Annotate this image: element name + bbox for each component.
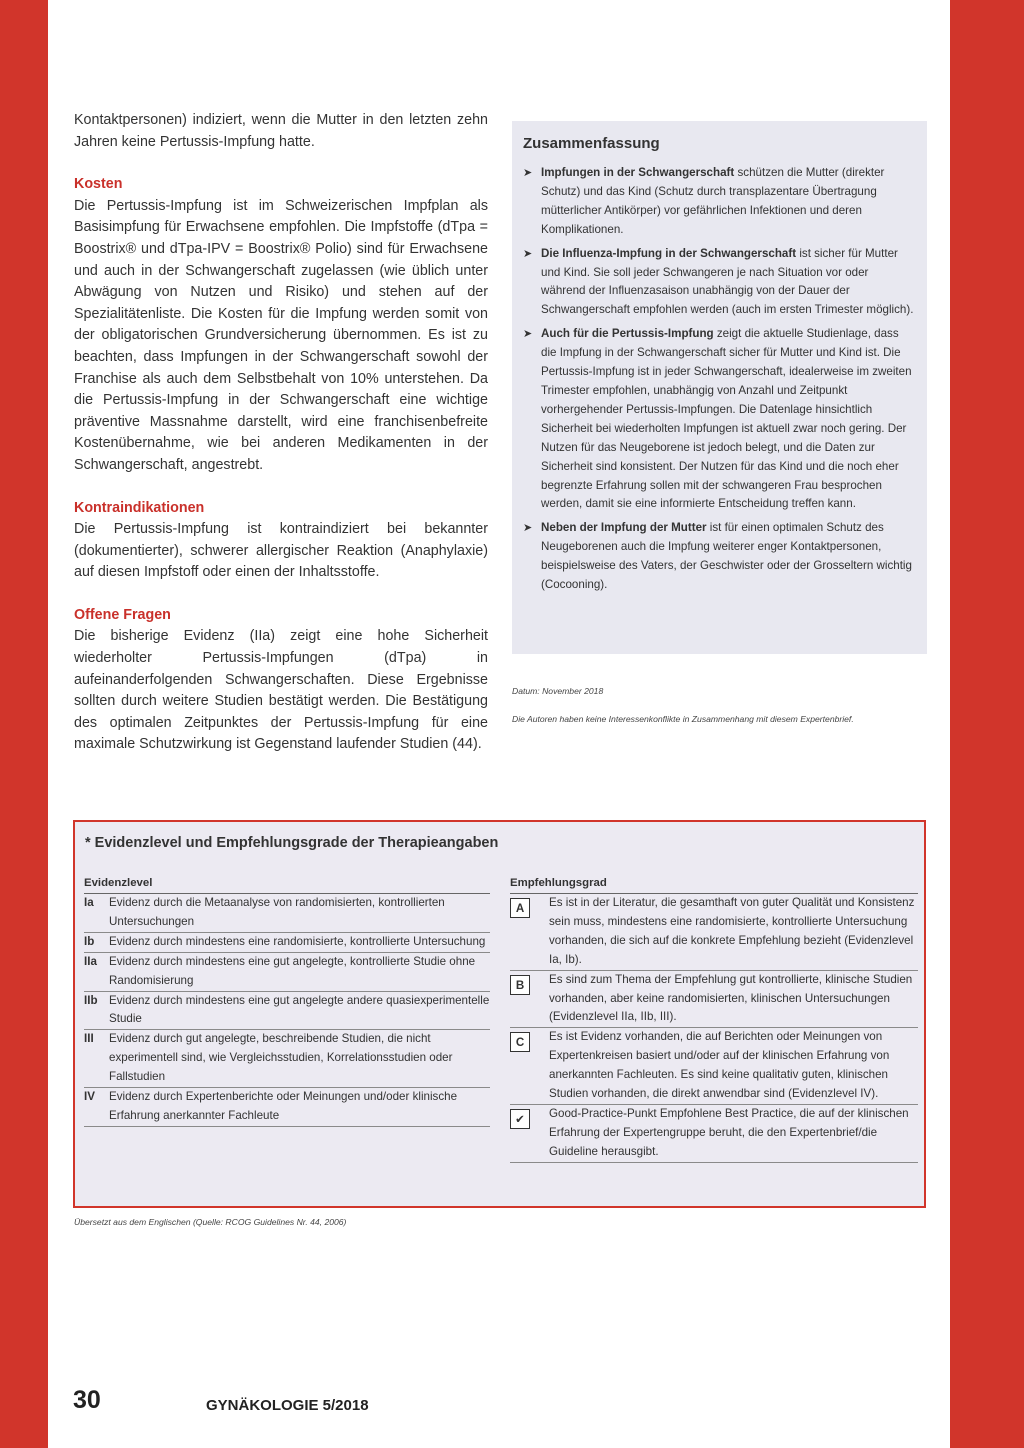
section-heading: Offene Fragen <box>74 606 171 623</box>
grade-row <box>510 1105 918 1163</box>
grade-row <box>510 1028 918 1105</box>
summary-item-bold: Impfungen in der Schwangerschaft <box>541 166 735 179</box>
evidence-title: * Evidenzlevel und Empfehlungsgrade der Therapieangaben <box>85 835 499 851</box>
level-text: Evidenz durch die Metaanalyse von randomisierten, kontrollierten Untersuchungen <box>109 896 445 928</box>
summary-item <box>523 245 915 321</box>
summary-item-bold: Auch für die Pertussis-Impfung <box>541 327 714 341</box>
summary-item <box>523 164 915 240</box>
level-row <box>84 933 490 953</box>
level-text: Evidenz durch mindestens eine randomisierte, kontrollierte Untersuchung <box>109 934 486 948</box>
recommendation-grades-column <box>510 876 918 1163</box>
grade-text: Es ist in der Literatur, die gesamthaft von guter Qualität und Konsistenz sein muss, mindestens eine randomisierte, kontrollierte Untersuchung vorhanden, die sich auf die konkrete Empfehlung bezieht (Evidenzlevel Ia, Ib). <box>549 896 915 966</box>
summary-title: Zusammenfassung <box>523 135 660 152</box>
source-note: Übersetzt aus dem Englischen (Quelle: RCOG Guidelines Nr. 44, 2006) <box>74 1217 347 1227</box>
section-paragraph: Die bisherige Evidenz (IIa) zeigt eine hohe Sicherheit wiederholter Pertussis-Impfungen (dTpa) in aufeinanderfolgenden Schwangerschaften. Diese Ergebnisse sollten durch weitere Studien bestätigt werden. Die Bestätigung des optimalen Zeitpunktes der Pertussis-Impfung für eine maximale Schutzwirkung ist Gegenstand laufender Studien (44). <box>74 628 488 753</box>
level-text: Evidenz durch Expertenberichte oder Meinungen und/oder klinische Erfahrung anerkannter Fachleute <box>109 1090 458 1122</box>
level-row <box>84 953 490 992</box>
summary-item-bold: Neben der Impfung der Mutter <box>541 521 707 535</box>
date-note: Datum: November 2018 <box>512 686 604 696</box>
section-paragraph: Die Pertussis-Impfung ist kontraindiziert bei bekannter (dokumentierter), schwerer allergischer Reaktion (Anaphylaxie) auf diesen Impfstoff oder einen der Inhaltsstoffe. <box>74 521 488 581</box>
arrow-icon: ➤ <box>523 247 533 260</box>
evidence-box <box>73 820 926 1208</box>
grade-badge: C <box>510 1032 530 1052</box>
evidence-levels-column <box>84 876 490 1127</box>
summary-item-text: zeigt die aktuelle Studienlage, dass die Impfung in der Schwangerschaft sicher für Mutter und Kind ist. Die Pertussis-Impfung ist in jeder Schwangerschaft, idealerweise im zweiten Trimester empfohlen, unabhängig von Anzahl und Zeitpunkt vorhergehender Pertussis-Impfungen. Die Datenlage hinsichtlich Sicherheit bei wiederholten Impfungen ist aktuell zwar noch gering. Der Nutzen für das Neugeborene ist jedoch belegt, und die Daten zur Sicherheit sind konsistent. Der Nutzen für das Kind und die noch eher begrenzte Erfahrung sollen mit der schwangeren Frau besprochen werden, damit sie eine informierte Entscheidung treffen kann. <box>541 327 912 511</box>
level-code: IIb <box>84 993 98 1007</box>
conflict-note: Die Autoren haben keine Interessenkonflikte in Zusammenhang mit diesem Expertenbrief. <box>512 714 854 724</box>
intro-paragraph: Kontaktpersonen) indiziert, wenn die Mutter in den letzten zehn Jahren keine Pertussis-Impfung hatte. <box>74 112 488 150</box>
summary-item-bold: Die Influenza-Impfung in der Schwangerschaft <box>541 246 797 260</box>
level-row <box>84 1088 490 1127</box>
summary-item <box>523 325 915 514</box>
grade-badge: A <box>510 898 530 918</box>
summary-list <box>523 164 915 595</box>
grade-text: Good-Practice-Punkt Empfohlene Best Practice, die auf der klinischen Erfahrung der Expertengruppe beruht, die den Expertenbrief/die Guideline herausgibt. <box>549 1106 909 1158</box>
level-text: Evidenz durch mindestens eine gut angelegte andere quasiexperimentelle Studie <box>109 993 490 1026</box>
right-red-bar <box>950 0 1024 1448</box>
arrow-icon: ➤ <box>523 522 533 535</box>
level-code: III <box>84 1032 94 1046</box>
level-row <box>84 894 490 933</box>
grade-row <box>510 894 918 971</box>
left-text-column <box>74 110 488 756</box>
checkmark-icon: ✔ <box>510 1109 530 1129</box>
level-code: IV <box>84 1090 95 1104</box>
page-number: 30 <box>73 1386 101 1414</box>
level-code: Ia <box>84 896 94 909</box>
level-code: Ib <box>84 934 95 948</box>
level-code: IIa <box>84 954 97 968</box>
grade-text: Es sind zum Thema der Empfehlung gut kontrollierte, klinische Studien vorhanden, aber keine randomisierten, klinischen Untersuchungen (Evidenzlevel IIa, IIb, III). <box>549 972 913 1024</box>
section-paragraph: Die Pertussis-Impfung ist im Schweizerischen Impfplan als Basisimpfung für Erwachsene empfohlen. Die Impfstoffe (dTpa = Boostrix® und dTpa-IPV = Boostrix® Polio) sind für Erwachsene und auch in der Schwangerschaft zugelassen (wie üblich unter Abwägung von Nutzen und Risiko) und stehen auf der Spezialitätenliste. Die Kosten für die Impfung werden somit von der obligatorischen Grundversicherung übernommen. Es ist zu beachten, dass Impfungen in der Schwangerschaft sowohl der Franchise als auch dem Selbstbehalt von 10% unterstehen. Da die Pertussis-Impfung in der Schwangerschaft eine wichtige präventive Massnahme darstellt, wird eine franchisenbefreite Kostenübernahme, wie bei anderen Medikamenten in der Schwangerschaft, angestrebt. <box>74 197 488 473</box>
summary-item-text: ist sicher für Mutter und Kind. Sie soll jeder Schwangeren je nach Situation vor oder während der Influenzasaison unabhängig von der Dauer der Schwangerschaft empfohlen werden (auch im ersten Trimester möglich). <box>541 246 914 317</box>
grades-title: Empfehlungsgrad <box>510 876 918 894</box>
summary-item-text: schützen die Mutter (direkter Schutz) und das Kind (Schutz durch transplazentare Übertragung mütterlicher Antikörper) vor gefährlichen Infektionen und deren Komplikationen. <box>541 166 885 236</box>
grade-badge: B <box>510 975 530 995</box>
level-row <box>84 992 490 1031</box>
level-text: Evidenz durch mindestens eine gut angelegte, kontrollierte Studie ohne Randomisierung <box>109 954 476 987</box>
level-row <box>84 1030 490 1088</box>
section-heading: Kosten <box>74 176 123 193</box>
arrow-icon: ➤ <box>523 167 533 179</box>
level-text: Evidenz durch gut angelegte, beschreibende Studien, die nicht experimentell sind, wie Vergleichsstudien, Korrelationsstudien oder Fallstudien <box>109 1032 453 1084</box>
grade-text: Es ist Evidenz vorhanden, die auf Berichten oder Meinungen von Expertenkreisen basiert und/oder auf der klinischen Erfahrung von anerkannten Fachleuten. Es sind keine qualitativ guten, klinischen Studien vorhanden, die direkt anwendbar sind (Evidenzlevel IV). <box>549 1030 890 1101</box>
levels-title: Evidenzlevel <box>84 876 490 894</box>
section-heading: Kontraindikationen <box>74 499 205 516</box>
grade-row <box>510 971 918 1029</box>
left-red-bar <box>0 0 48 1448</box>
summary-box <box>512 121 927 654</box>
summary-item-text: ist für einen optimalen Schutz des Neugeborenen auch die Impfung weiterer enger Kontaktpersonen, beispielsweise des Vaters, der Geschwister oder der Grosseltern wichtig (Cocooning). <box>541 521 912 592</box>
journal-name: GYNÄKOLOGIE 5/2018 <box>206 1397 369 1414</box>
arrow-icon: ➤ <box>523 328 533 341</box>
summary-item <box>523 519 915 595</box>
